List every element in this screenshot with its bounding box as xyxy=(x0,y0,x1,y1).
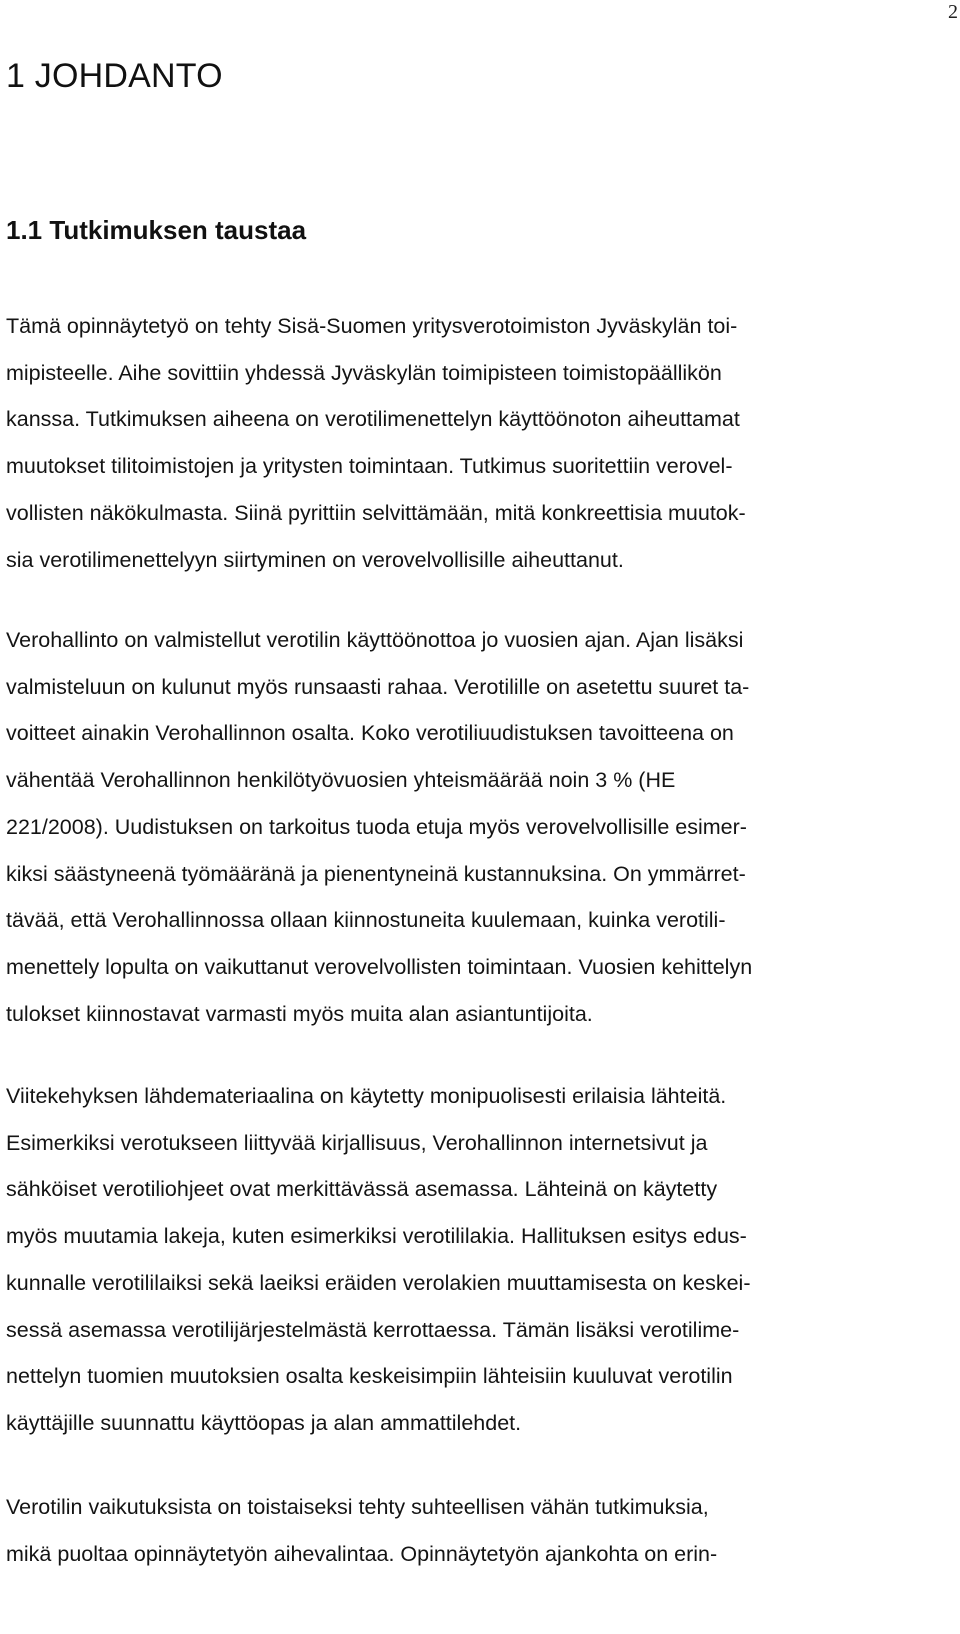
text-line: Verotilin vaikutuksista on toistaiseksi tehty suhteellisen vähän tutkimuksia, xyxy=(6,1495,709,1519)
paragraph-verohallinto xyxy=(6,617,946,1037)
text-line: mipisteelle. Aihe sovittiin yhdessä Jyväskylän toimipisteen toimistopäällikön xyxy=(6,360,722,385)
text-line: menettely lopulta on vaikuttanut verovelvollisten toimintaan. Vuosien kehittelyn xyxy=(6,954,753,979)
text-line: käyttäjille suunnattu käyttöopas ja alan ammattilehdet. xyxy=(6,1410,522,1435)
text-line: 221/2008). Uudistuksen on tarkoitus tuoda etuja myös verovelvollisille esimer- xyxy=(6,814,747,839)
chapter-title: 1 JOHDANTO xyxy=(6,57,223,95)
text-line: myös muutamia lakeja, kuten esimerkiksi verotililakia. Hallituksen esitys edus- xyxy=(6,1224,747,1249)
text-line: Tämä opinnäytetyö on tehty Sisä-Suomen yritysverotoimiston Jyväskylän toi- xyxy=(6,314,738,338)
page-number: 2 xyxy=(948,1,958,23)
paragraph-background xyxy=(6,303,946,583)
text-line: Viitekehyksen lähdemateriaalina on käytetty monipuolisesti erilaisia lähteitä. xyxy=(6,1084,727,1108)
text-line: Verohallinto on valmistellut verotilin käyttöönottoa jo vuosien ajan. Ajan lisäksi xyxy=(6,628,744,652)
text-line: kiksi säästyneenä työmääränä ja pienentyneinä kustannuksina. On ymmärret- xyxy=(6,861,746,886)
section-title: 1.1 Tutkimuksen taustaa xyxy=(6,215,307,245)
text-line: kunnalle verotililaiksi sekä laeiksi eräiden verolakien muuttamisesta on keskei- xyxy=(6,1270,751,1295)
text-line: muutokset tilitoimistojen ja yritysten toimintaan. Tutkimus suoritettiin verovel- xyxy=(6,454,733,479)
text-line: tävää, että Verohallinnossa ollaan kiinnostuneita kuulemaan, kuinka verotili- xyxy=(6,908,726,933)
text-line: sessä asemassa verotilijärjestelmästä kerrottaessa. Tämän lisäksi verotilime- xyxy=(6,1317,740,1342)
text-line: vollisten näkökulmasta. Siinä pyrittiin selvittämään, mitä konkreettisia muutok- xyxy=(6,500,746,525)
text-line: voitteet ainakin Verohallinnon osalta. Koko verotiliuudistuksen tavoitteena on xyxy=(6,721,734,746)
text-line: Esimerkiksi verotukseen liittyvää kirjallisuus, Verohallinnon internetsivut ja xyxy=(6,1130,708,1155)
text-line: tulokset kiinnostavat varmasti myös muita alan asiantuntijoita. xyxy=(6,1001,593,1026)
text-line: mikä puoltaa opinnäytetyön aihevalintaa. Opinnäytetyön ajankohta on erin- xyxy=(6,1541,718,1566)
text-line: kanssa. Tutkimuksen aiheena on verotilimenettelyn käyttöönoton aiheuttamat xyxy=(6,407,740,432)
paragraph-sources xyxy=(6,1073,946,1447)
text-line: nettelyn tuomien muutoksien osalta keskeisimpiin lähteisiin kuuluvat verotilin xyxy=(6,1364,733,1389)
text-line: sähköiset verotiliohjeet ovat merkittävässä asemassa. Lähteinä on käytetty xyxy=(6,1177,718,1202)
text-line: valmisteluun on kulunut myös runsaasti rahaa. Verotilille on asetettu suuret ta- xyxy=(6,674,750,699)
text-line: sia verotilimenettelyyn siirtyminen on verovelvollisille aiheuttanut. xyxy=(6,547,624,572)
paragraph-research-gap xyxy=(6,1484,946,1577)
text-line: vähentää Verohallinnon henkilötyövuosien yhteismäärää noin 3 % (HE xyxy=(6,768,676,793)
